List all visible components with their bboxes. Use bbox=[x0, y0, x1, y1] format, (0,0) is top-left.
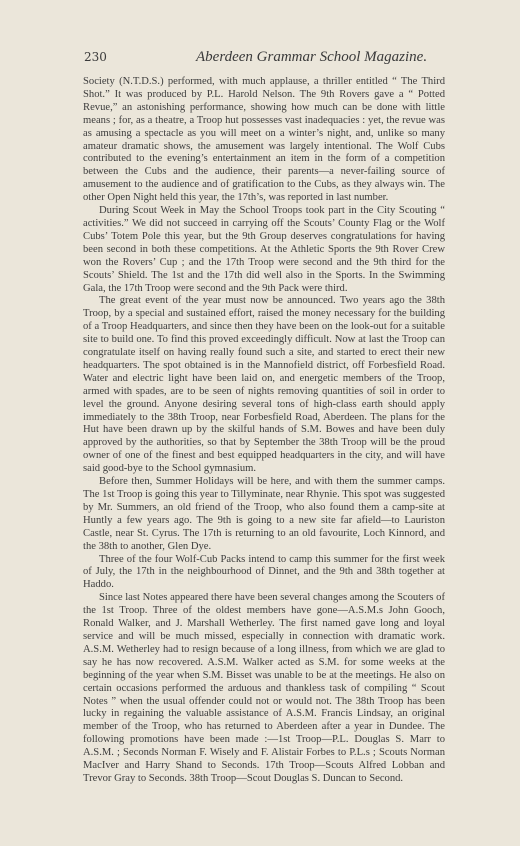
paragraph-scouter-changes: Since last Notes appeared there have been several changes among the Scouters of the 1st Troop. Three of the oldest members have gone—A.S.M.s John Gooch, Ronald Walker, and J. Marshall Wetherley. The first named gave long and loyal service and will be much missed, especially in connection with dramatic work. A.S.M. Wetherley had to resign because of a long illness, from which we are glad to say he has now recovered. A.S.M. Walker acted as S.M. for some weeks at the beginning of the year when S.M. Bisset was unable to be at the meetings. He also on certain occasions performed the arduous and thankless task of compiling “ Scout Notes ” when the usual offender could not or would not. The 38th Troop has been lucky in regaining the valuable assistance of A.S.M. Francis Lindsay, an original member of the Troop, who has returned to Aberdeen after a year in Dundee. The following promotions have been made :—1st Troop—P.L. Douglas S. Marr to A.S.M. ; Seconds Norman F. Wisely and F. Alistair Forbes to P.L.s ; Scouts Norman MacIver and Harry Shand to Seconds. 17th Troop—Scouts Alfred Lobban and Trevor Gray to Seconds. 38th Troop—Scout Douglas S. Duncan to Second. bbox=[83, 592, 445, 784]
page-header bbox=[84, 50, 444, 70]
paragraph-cub-packs: Three of the four Wolf-Cub Packs intend to camp this summer for the first week of July, the 17th in the neighbourhood of Dinnet, and the 9th and 38th together at Haddo. bbox=[83, 553, 445, 591]
paragraph-scout-week: During Scout Week in May the School Troops took part in the City Scouting “ activities.” We did not succeed in carrying off the Scouts’ County Flag or the Wolf Cubs’ Totem Pole this year, but the 9th Group deserves congratulations for having been second in both these competitions. At the Athletic Sports the 9th Rover Crew won the Rovers’ Cup ; and the 17th Troop were second and the 9th third for the Scouts’ Shield. The 1st and the 17th did well also in the Sports. In the Swimming Gala, the 17th Troop were second and the 9th Pack were third. bbox=[83, 205, 445, 294]
page-number: 230 bbox=[84, 50, 107, 64]
running-head: Aberdeen Grammar School Magazine. bbox=[196, 49, 428, 65]
paragraph-headquarters: The great event of the year must now be announced. Two years ago the 38th Troop, by a special and sustained effort, raised the money necessary for the building of a Troop Headquarters, and since then they have been on the look-out for a suitable site to build one. To find this proved exceedingly difficult. Now at last the Troop can congratulate itself on having really found such a site, and started to erect their new headquarters. The spot obtained is in the Mannofield district, off Forbesfield Road. Water and electric light have been laid on, and energetic members of the Troop, armed with spades, are to be seen of nights removing quantities of soil in order to level the ground. Anyone desiring several tons of high-class earth should apply immediately to the 38th Troop, near Forbesfield Road, Aberdeen. The plans for the Hut have been drawn up by the skilful hands of S.M. Bowes and have been duly approved by the authorities, so that by September the 38th Troop will be the proud owner of one of the finest and best equipped headquarters in the city, and will have said good-bye to the School gymnasium. bbox=[83, 295, 445, 475]
paragraph-open-night: Society (N.T.D.S.) performed, with much applause, a thriller entitled “ The Third Shot.” It was produced by P.L. Harold Nelson. The 9th Rovers gave a “ Potted Revue,” an astonishing performance, showing how much can be done with little means ; for, as a theatre, a Troop hut possesses vast inadequacies : yet, the revue was as amusing a spectacle as you will meet on a winter’s night, and, unlike so many amateur dramatic shows, the amusement was largely intentional. The Wolf Cubs contributed to the evening’s entertainment an item in the form of a competition between the Cubs and the audience, their parents—a never-failing source of amusement to the audience and of gratification to the Cubs, as they always win. The other Open Night held this year, the 17th’s, was reported in last number. bbox=[83, 76, 445, 204]
paragraph-summer-camps: Before then, Summer Holidays will be here, and with them the summer camps. The 1st Troop is going this year to Tillyminate, near Rhynie. This spot was suggested by Mr. Summers, an old friend of the Troop, who also found them a camp-site at Huntly a few years ago. The 9th is going to a new site far afield—to Lauriston Castle, near St. Cyrus. The 17th is returning to an old favourite, Loch Kinnord, and the 38th to another, Glen Dye. bbox=[83, 476, 445, 552]
article-body bbox=[83, 76, 445, 786]
